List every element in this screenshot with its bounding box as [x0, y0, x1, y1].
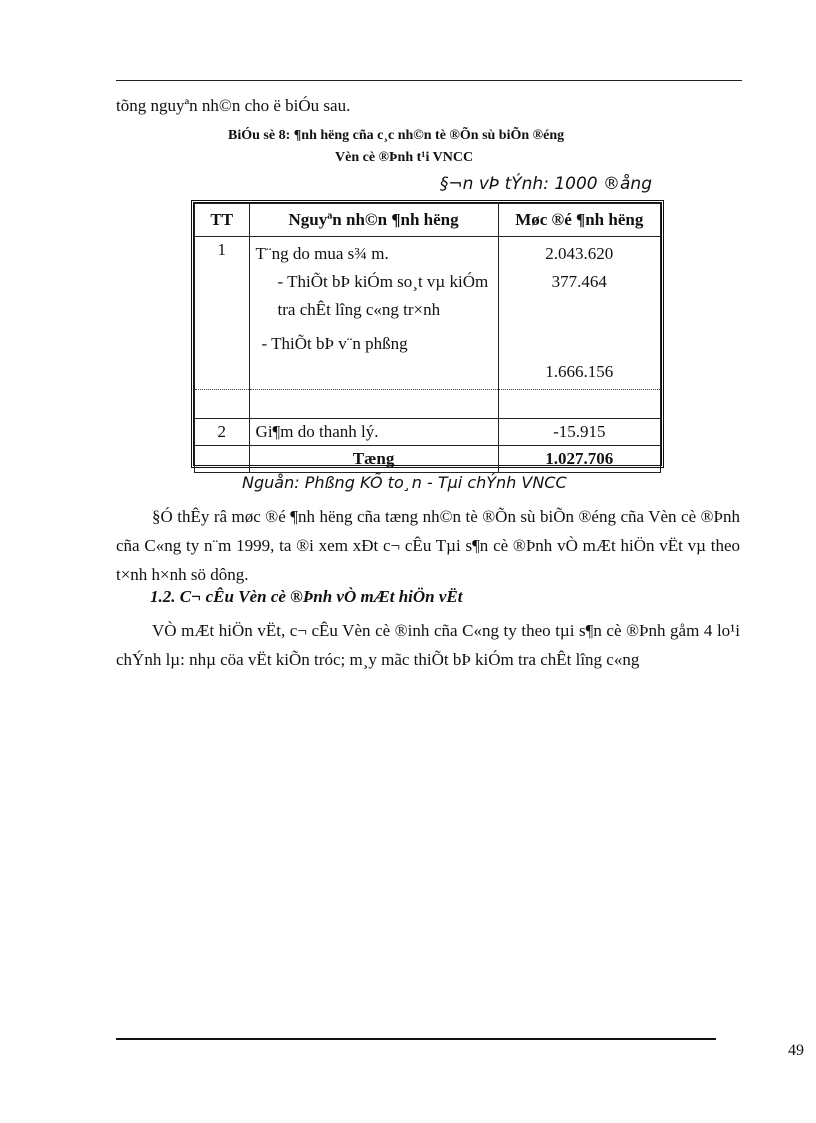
table-row-total	[195, 446, 661, 473]
row-label: - ThiÕt bÞ v¨n phßng	[261, 334, 408, 353]
row-value: 1.666.156	[545, 362, 614, 381]
row-number: 1	[217, 240, 227, 259]
row-label: - ThiÕt bÞ kiÓm so¸t vµ kiÓm tra chÊt lîng c«ng tr×nh	[277, 272, 489, 319]
col-header-cause: Nguyªn nh©n ¶nh hëng	[249, 204, 498, 237]
table-row	[195, 419, 661, 446]
col-header-impact: Møc ®é ¶nh hëng	[498, 204, 660, 237]
page-number: 49	[788, 1042, 804, 1059]
row-value: 2.043.620	[545, 244, 614, 263]
cell-value	[498, 237, 660, 390]
unit-label: §¬n vÞ tÝnh: 1000 ®ång	[439, 174, 652, 194]
row-number: 2	[195, 419, 250, 446]
total-value: 1.027.706	[498, 446, 660, 473]
intro-line: tõng nguyªn nh©n cho ë biÓu sau.	[116, 96, 351, 115]
cell-tt	[195, 237, 250, 390]
cell-cause	[249, 237, 498, 390]
col-header-tt: TT	[195, 204, 250, 237]
header-rule	[116, 80, 742, 81]
table-row	[195, 390, 661, 419]
paragraph-2: VÒ mÆt hiÖn vËt, c¬ cÊu Vèn cè ®inh cña C«ng ty theo tµi s¶n cè ®Þnh gåm 4 lo¹i chÝnh lµ: nhµ cöa vËt kiÕn tróc; m¸y mãc thiÕt bÞ kiÓm tra chÊt lîng c«ng	[116, 621, 740, 669]
table-caption-line2: Vèn cè ®Þnh t¹i VNCC	[335, 150, 474, 165]
row-label: Gi¶m do thanh lý.	[249, 419, 498, 446]
impact-table	[191, 200, 664, 468]
row-label: T¨ng do mua s¾ m.	[255, 244, 389, 263]
total-label: Tæng	[249, 446, 498, 473]
row-value: -15.915	[498, 419, 660, 446]
footer-rule	[116, 1038, 716, 1040]
row-value: 377.464	[551, 272, 607, 291]
source-note: Nguån: Phßng KÕ to¸n - Tµi chÝnh VNCC	[242, 473, 567, 492]
table-row	[195, 237, 661, 390]
table-caption-line1: BiÓu sè 8: ¶nh hëng cña c¸c nh©n tè ®Õn sù biÕn ®éng	[228, 128, 565, 143]
paragraph-1: §Ó thÊy râ møc ®é ¶nh hëng cña tæng nh©n tè ®Õn sù biÕn ®éng cña Vèn cè ®Þnh cña C«ng ty n¨m 1999, ta ®i xem xÐt c¬ cÊu Tµi s¶n cè ®Þnh vÒ mÆt hiÖn vËt vµ theo t×nh h×nh sö dông.	[116, 507, 740, 584]
section-heading: 1.2. C¬ cÊu Vèn cè ®Þnh vÒ mÆt hiÖn vËt	[150, 587, 463, 606]
